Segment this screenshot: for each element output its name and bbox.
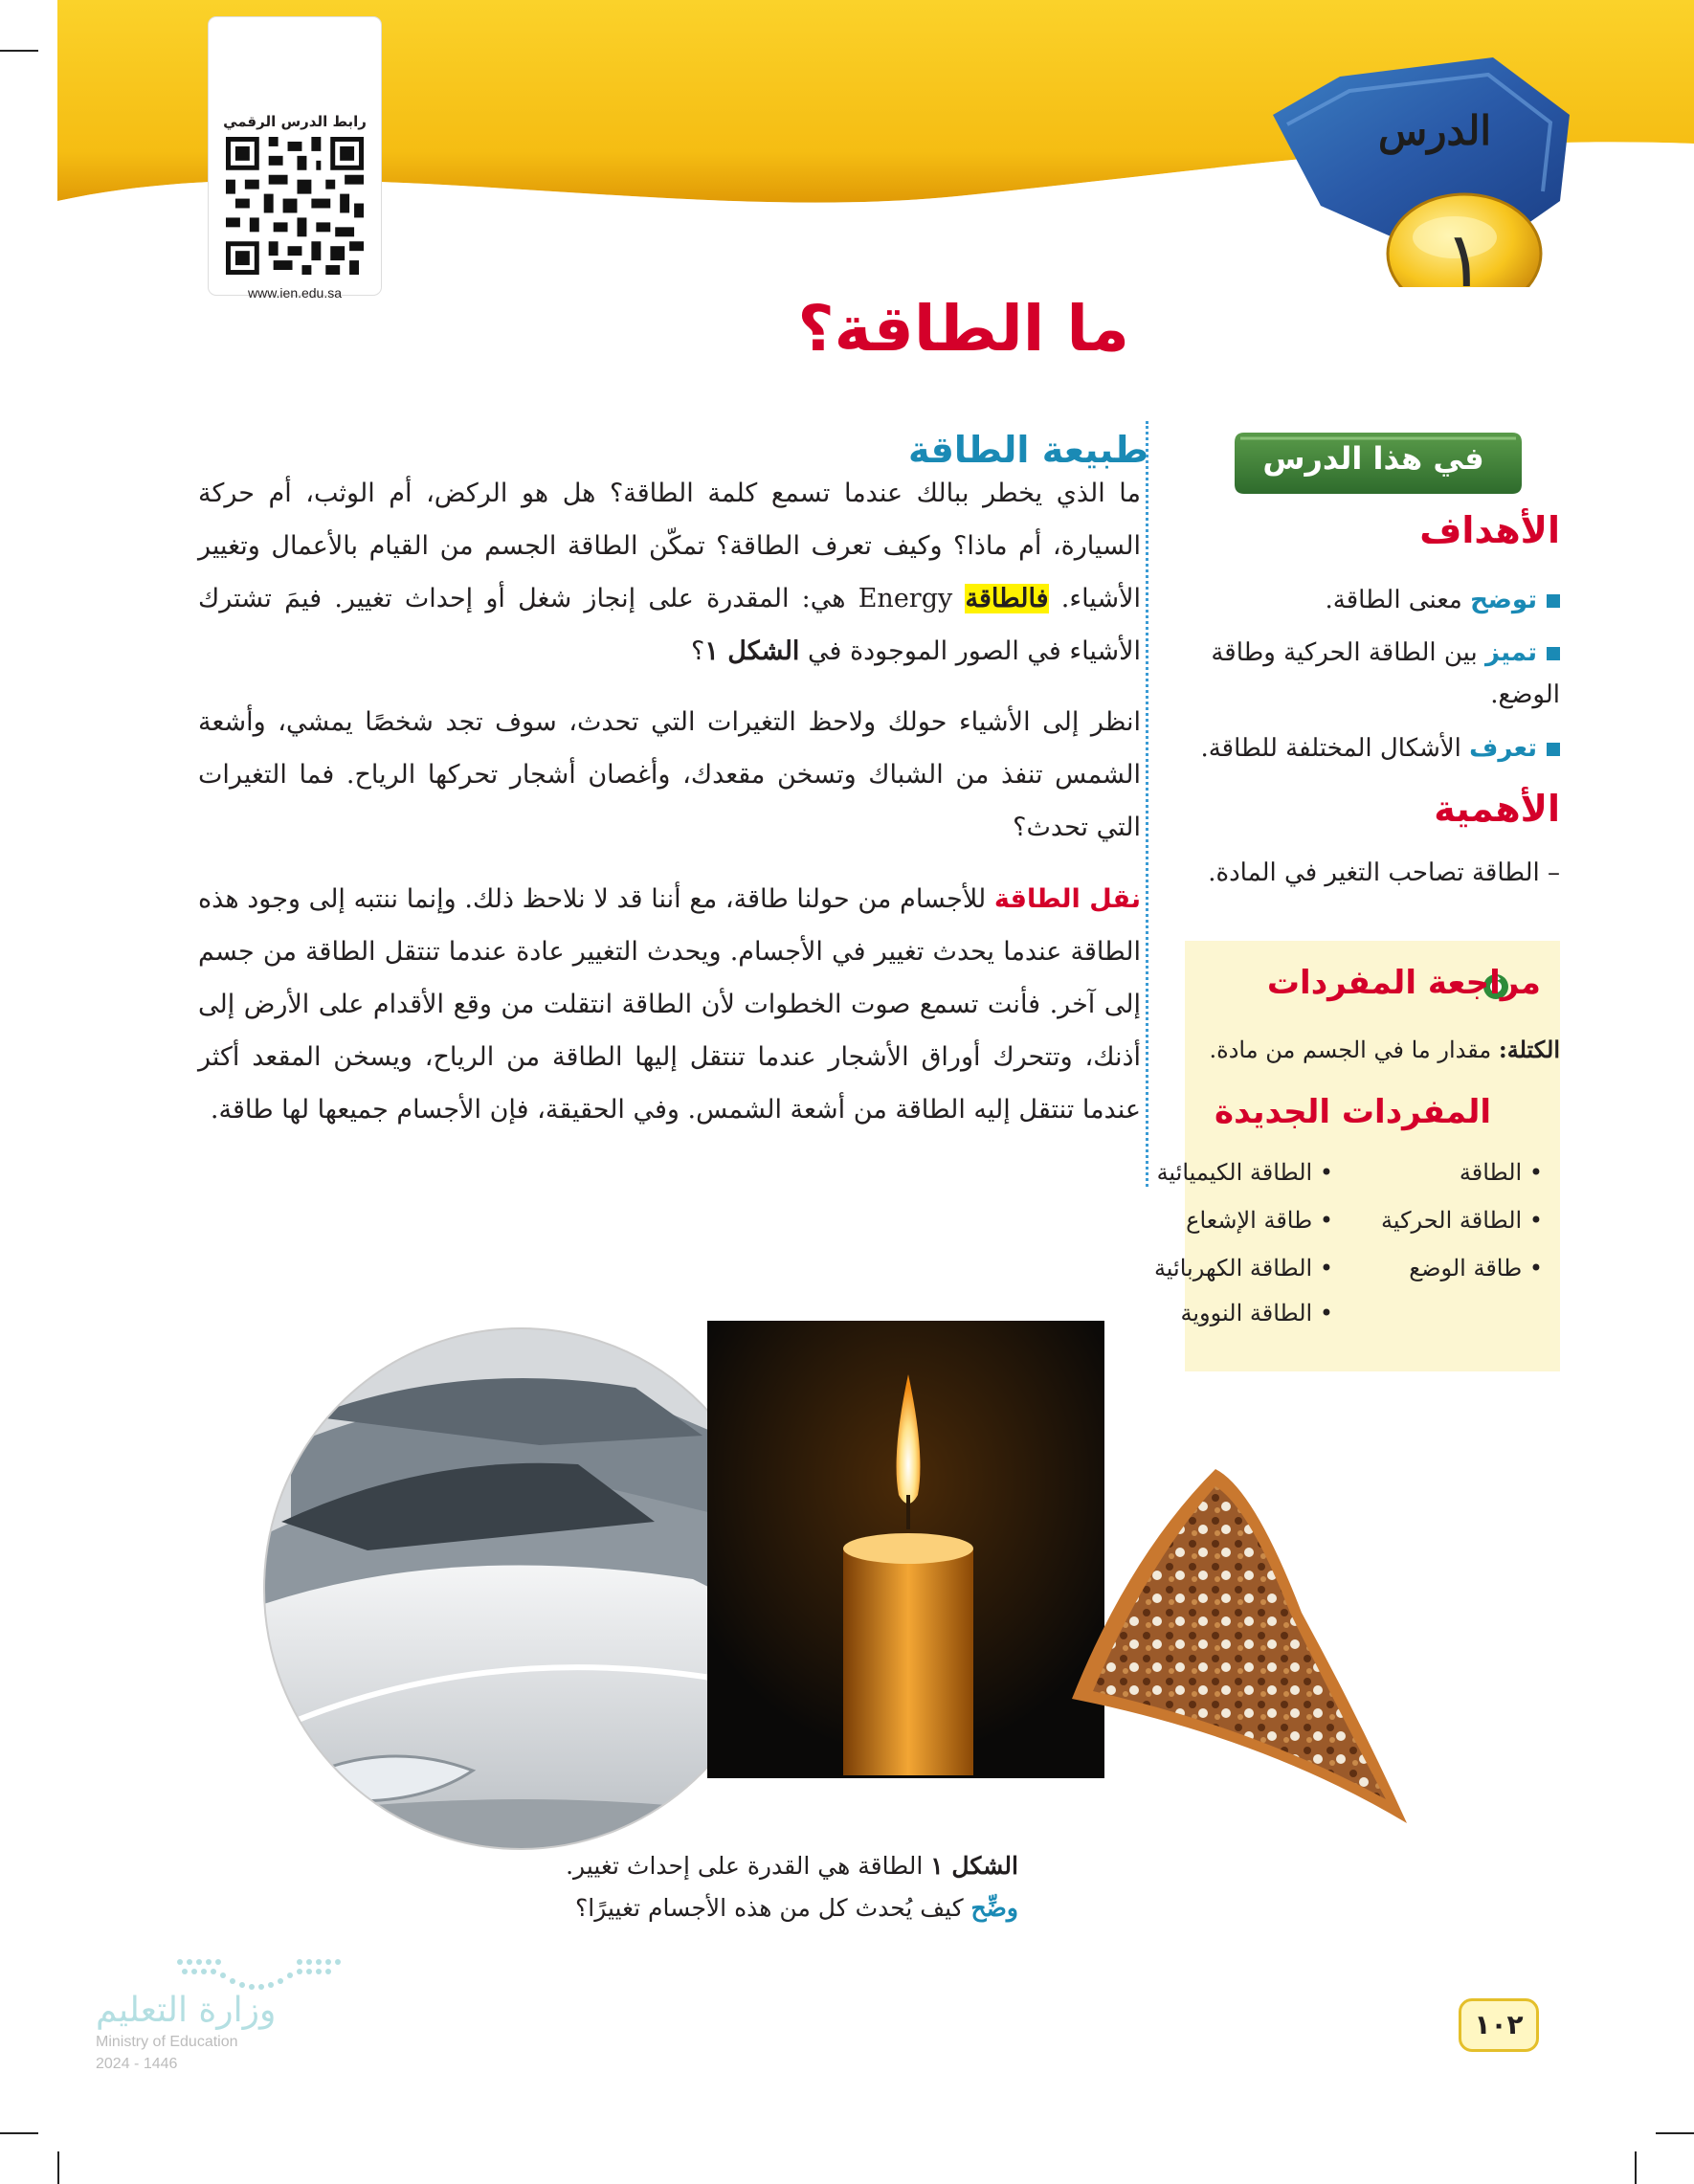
goal-verb: توضح <box>1470 586 1537 614</box>
goal-text: بين الطاقة الحركية وطاقة الوضع. <box>1211 638 1560 709</box>
figure-label: الشكل ١ <box>930 1852 1018 1880</box>
page-title: ما الطاقة؟ <box>797 292 1129 366</box>
column-divider <box>1146 421 1148 1187</box>
crop-mark <box>57 2151 59 2184</box>
paragraph-text: للأجسام من حولنا طاقة، مع أننا قد لا نلاحظ ذلك. وإنما ننتبه إلى وجود هذه الطاقة عندما يحدث تغيير في الأجسام. ويحدث التغيير عادة عندما تنتقل الطاقة من جسم إلى آخر. فأنت تسمع صوت الخطوات لأن الطاقة انتقلت من وقع الأقدام على الأرض إلى أذنك، وتتحرك أوراق الأشجار عندما تنتقل إليها الطاقة من الرياح، ويسخن المقعد أكثر عندما تنتقل إليه الطاقة من أشعة الشمس. وفي الحقيقة، فإن الأجسام جميعها لها طاقة. <box>198 884 1141 1125</box>
square-bullet-icon <box>1547 743 1560 756</box>
vocab-term: • طاقة الوضع <box>1409 1255 1543 1281</box>
highlighted-term: فالطاقة <box>965 584 1049 613</box>
ministry-name-arabic: وزارة التعليم <box>96 1991 277 2030</box>
goals-heading: الأهداف <box>1419 509 1560 551</box>
goal-text: الأشكال المختلفة للطاقة. <box>1200 734 1470 763</box>
crop-mark <box>1656 2132 1694 2134</box>
square-bullet-icon <box>1547 594 1560 608</box>
pizza-slice-image <box>1072 1469 1416 1833</box>
ministry-name-english: Ministry of Education <box>96 2034 238 2050</box>
paragraph-text: ما الذي يخطر ببالك عندما تسمع كلمة الطاقة؟ هل هو الركض، أم الوثب، أم حركة السيارة، أم ماذا؟ وكيف تعرف الطاقة؟ تمكّن الطاقة الجسم من القيام بالأعمال وتغيير الأشياء. <box>198 479 1141 613</box>
goal-item <box>1177 727 1560 769</box>
vocab-review-heading: مراجعة المفردات <box>1266 964 1541 1002</box>
ministry-year: 2024 - 1446 <box>96 2056 178 2072</box>
qr-label: رابط الدرس الرقمي <box>223 113 367 130</box>
mass-definition <box>1210 1036 1560 1063</box>
importance-item: – الطاقة تصاحب التغير في المادة. <box>1208 858 1560 887</box>
paragraph-1 <box>198 467 1141 678</box>
vocab-term: • الطاقة الحركية <box>1381 1207 1543 1234</box>
goal-verb: تعرف <box>1469 734 1537 763</box>
vocab-term: • الطاقة الكيميائية <box>1156 1159 1333 1186</box>
figure-caption <box>566 1845 1018 1929</box>
paragraph-text: Energy هي: المقدرة على إنجاز شغل أو إحداث تغيير. فيمَ تشترك الأشياء في الصور الموجودة في <box>198 584 1141 666</box>
new-vocab-heading: المفردات الجديدة <box>1215 1093 1491 1131</box>
paragraph-2: انظر إلى الأشياء حولك ولاحظ التغيرات التي تحدث، سوف تجد شخصًا يمشي، وأشعة الشمس تنفذ من الشباك وتسخن مقعدك، وأغصان أشجار تحركها الرياح. فما التغيرات التي تحدث؟ <box>198 707 1141 842</box>
goal-item <box>1177 579 1560 621</box>
goal-item <box>1177 632 1560 716</box>
section-heading: طبيعة الطاقة <box>907 429 1148 471</box>
key-term: نقل الطاقة <box>993 884 1141 914</box>
qr-url[interactable]: www.ien.edu.sa <box>247 285 343 301</box>
vocab-term: • الطاقة النووية <box>1180 1300 1333 1326</box>
vocab-term: • الطاقة الكهربائية <box>1153 1255 1333 1281</box>
figure-reference: الشكل ١ <box>704 636 800 666</box>
ministry-logo-icon <box>175 1952 343 1995</box>
goal-text: معنى الطاقة. <box>1325 586 1471 614</box>
vocab-term: • الطاقة <box>1459 1159 1543 1186</box>
crop-mark <box>1635 2151 1637 2184</box>
lesson-number: ١ <box>1443 215 1485 304</box>
caption-question: كيف يُحدث كل من هذه الأجسام تغييرًا؟ <box>575 1894 971 1922</box>
page-number: ١٠٢ <box>1459 1998 1539 2052</box>
vocab-definition: مقدار ما في الجسم من مادة. <box>1209 1036 1499 1063</box>
lesson-label: الدرس <box>1378 107 1492 154</box>
in-lesson-label: في هذا الدرس <box>1262 440 1484 477</box>
goal-verb: تميز <box>1485 638 1537 667</box>
square-bullet-icon <box>1547 647 1560 660</box>
paragraph-3 <box>198 873 1141 1136</box>
caption-verb: وضِّح <box>970 1894 1018 1922</box>
candle-image <box>707 1321 1104 1778</box>
importance-heading: الأهمية <box>1434 788 1560 830</box>
qr-card[interactable] <box>209 17 381 301</box>
vocab-term: • طاقة الإشعاع <box>1186 1207 1333 1234</box>
paragraph-text: ؟ <box>691 636 705 666</box>
vocab-term: الكتلة: <box>1498 1036 1560 1063</box>
qr-code-icon[interactable] <box>226 137 364 275</box>
caption-text: الطاقة هي القدرة على إحداث تغيير. <box>566 1852 931 1880</box>
crop-mark <box>0 2132 38 2134</box>
